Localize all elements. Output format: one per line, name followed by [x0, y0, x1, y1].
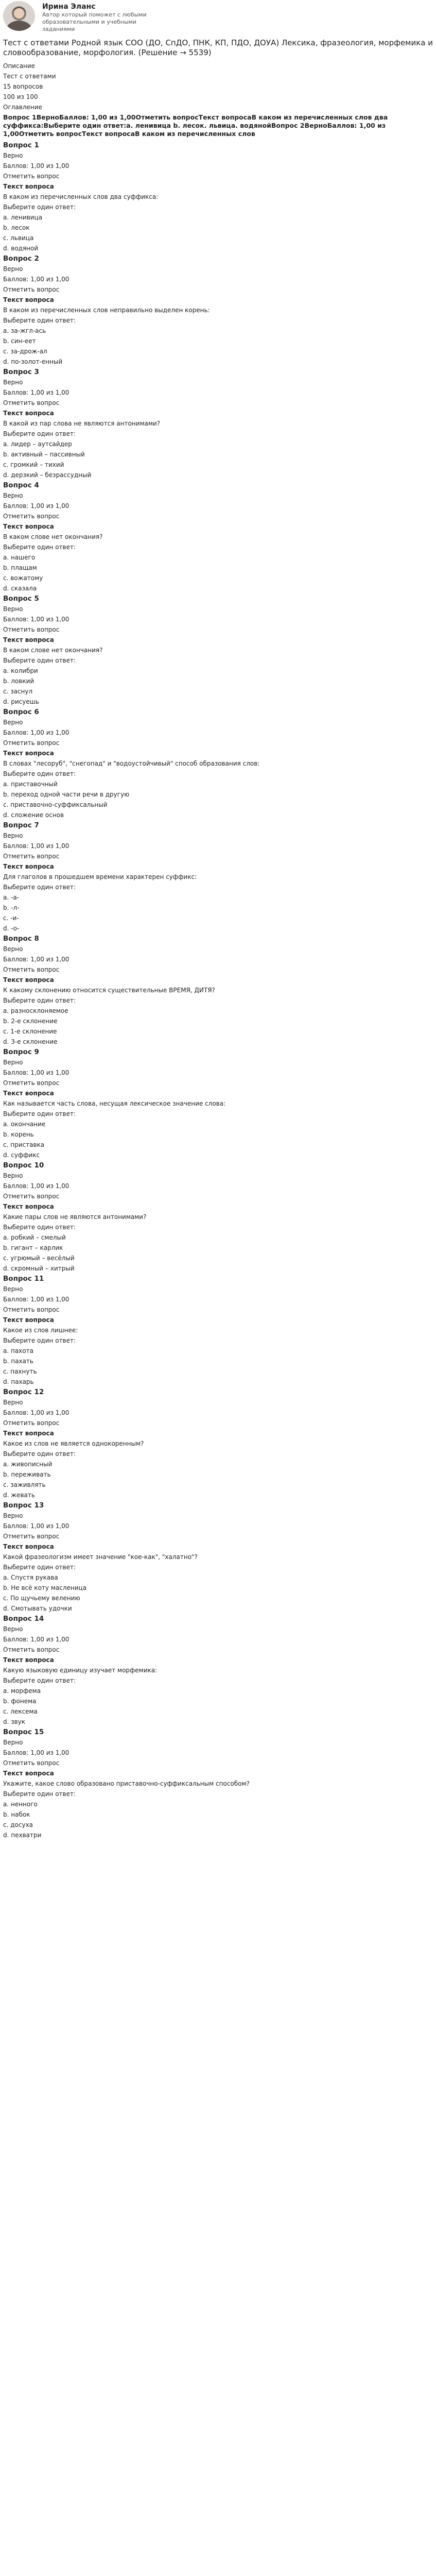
choose-one-label: Выберите один ответ: [3, 1224, 76, 1231]
flag-question-link[interactable]: Отметить вопрос [3, 626, 60, 633]
question-text-label: Текст вопроса [3, 636, 54, 643]
correct-status: Верно [3, 1172, 23, 1179]
question-number: Вопрос 5 [3, 595, 39, 603]
points: Баллов: 1,00 из 1,00 [3, 1749, 69, 1756]
answer-option[interactable]: b. пахать [3, 1358, 33, 1365]
answer-option[interactable]: d. водяной [3, 245, 39, 252]
correct-status: Верно [3, 1059, 23, 1066]
points: Баллов: 1,00 из 1,00 [3, 729, 69, 736]
answer-option[interactable]: d. -о- [3, 925, 20, 932]
question-number: Вопрос 7 [3, 821, 39, 829]
question-text-label: Текст вопроса [3, 1203, 54, 1210]
answer-option[interactable]: d. жевать [3, 1492, 35, 1499]
question-number: Вопрос 14 [3, 1615, 44, 1623]
avatar[interactable] [3, 1, 35, 31]
answer-option[interactable]: d. пахарь [3, 1378, 34, 1385]
answer-option[interactable]: d. сложение основ [3, 811, 64, 819]
flag-question-link[interactable]: Отметить вопрос [3, 286, 60, 293]
choose-one-label: Выберите один ответ: [3, 1790, 76, 1798]
correct-status: Верно [3, 265, 23, 273]
answer-option[interactable]: a. за-жгл-ась [3, 327, 46, 334]
flag-question-link[interactable]: Отметить вопрос [3, 1079, 60, 1087]
correct-status: Верно [3, 1625, 23, 1633]
question-number: Вопрос 11 [3, 1275, 44, 1283]
score: 100 из 100 [3, 93, 38, 100]
answer-option[interactable]: c. вожатому [3, 574, 43, 582]
correct-status: Верно [3, 719, 23, 726]
description-label: Описание [3, 62, 36, 70]
question-text-label: Текст вопроса [3, 1543, 54, 1550]
answer-option[interactable]: d. пехватри [3, 1832, 42, 1839]
question-block [3, 707, 433, 820]
answer-option[interactable]: d. Смотывать удочки [3, 1605, 72, 1612]
question-text-label: Текст вопроса [3, 1656, 54, 1664]
answer-option[interactable]: c. львица [3, 234, 34, 242]
avatar-photo-icon [3, 1, 35, 31]
question-number: Вопрос 10 [3, 1161, 44, 1170]
answer-option[interactable]: b. фонема [3, 1698, 37, 1705]
flag-question-link[interactable]: Отметить вопрос [3, 966, 60, 973]
question-block [3, 1387, 433, 1500]
answer-option[interactable]: c. заснул [3, 688, 33, 695]
author-card [3, 0, 433, 35]
question-block [3, 140, 433, 253]
question-block [3, 480, 433, 594]
answer-option[interactable]: a. окончание [3, 1121, 46, 1128]
points: Баллов: 1,00 из 1,00 [3, 1069, 69, 1076]
answer-option[interactable]: b. переживать [3, 1471, 51, 1478]
answer-option[interactable]: c. угрюмый – весёлый [3, 1255, 75, 1262]
question-block [3, 934, 433, 1047]
question-count: 15 вопросов [3, 83, 43, 90]
question-number: Вопрос 2 [3, 255, 39, 263]
question-text-label: Текст вопроса [3, 863, 54, 870]
correct-status: Верно [3, 945, 23, 953]
answer-option[interactable]: c. пахнуть [3, 1368, 37, 1375]
answer-option[interactable]: c. По щучьему велению [3, 1595, 80, 1602]
question-text: Укажите, какое слово образовано приставочно-суффиксальным способом? [3, 1780, 250, 1787]
answer-option[interactable]: c. приставка [3, 1141, 45, 1148]
answer-option[interactable]: b. 2-е склонение [3, 1018, 58, 1025]
question-number: Вопрос 1 [3, 141, 39, 149]
answer-option[interactable]: b. корень [3, 1131, 34, 1138]
question-block [3, 1727, 433, 1840]
question-text: Как называется часть слова, несущая лексическое значение слова: [3, 1100, 226, 1107]
correct-status: Верно [3, 492, 23, 499]
question-block [3, 1047, 433, 1160]
correct-status: Верно [3, 1739, 23, 1746]
answer-option[interactable]: d. 3-е склонение [3, 1038, 58, 1045]
answer-option[interactable]: d. звук [3, 1718, 26, 1725]
question-text-label: Текст вопроса [3, 1770, 54, 1777]
answer-option[interactable]: c. приставочно-суффиксальный [3, 801, 108, 808]
answer-option[interactable]: c. -и- [3, 914, 19, 922]
question-block [3, 367, 433, 480]
question-text: В каком из перечисленных слов два суффикса: [3, 193, 159, 200]
question-number: Вопрос 12 [3, 1388, 44, 1396]
points: Баллов: 1,00 из 1,00 [3, 502, 69, 510]
author-bio: Автор который поможет с любыми образовательными и учебными заданиями [42, 11, 147, 32]
choose-one-label: Выберите один ответ: [3, 204, 76, 211]
answer-option[interactable]: a. лидер – аутсайдер [3, 440, 72, 448]
question-number: Вопрос 3 [3, 368, 39, 376]
choose-one-label: Выберите один ответ: [3, 770, 76, 777]
answer-option[interactable]: c. заживлять [3, 1481, 46, 1488]
choose-one-label: Выберите один ответ: [3, 544, 76, 551]
question-text: Какие пары слов не являются антонимами? [3, 1213, 147, 1221]
question-text-label: Текст вопроса [3, 1316, 54, 1324]
flag-question-link[interactable]: Отметить вопрос [3, 1533, 60, 1540]
answer-option[interactable]: a. ненного [3, 1801, 38, 1808]
answer-option[interactable]: b. переход одной части речи в другую [3, 791, 130, 798]
answer-option[interactable]: d. дерзкий – безрассудный [3, 471, 92, 479]
points: Баллов: 1,00 из 1,00 [3, 162, 69, 170]
answer-option[interactable]: b. лесок [3, 224, 30, 231]
points: Баллов: 1,00 из 1,00 [3, 1296, 69, 1303]
answer-option[interactable]: c. 1-е склонение [3, 1028, 57, 1035]
question-number: Вопрос 8 [3, 935, 39, 943]
flag-question-link[interactable]: Отметить вопрос [3, 853, 60, 860]
choose-one-label: Выберите один ответ: [3, 430, 76, 437]
question-block [3, 820, 433, 934]
question-number: Вопрос 9 [3, 1048, 39, 1056]
question-block [3, 1274, 433, 1387]
correct-status: Верно [3, 605, 23, 613]
answer-option[interactable]: a. Спустя рукава [3, 1574, 58, 1581]
answer-option[interactable]: d. сказала [3, 585, 37, 592]
answer-option[interactable]: a. пахота [3, 1347, 33, 1354]
answer-option[interactable]: d. скромный – хитрый [3, 1265, 75, 1272]
choose-one-label: Выберите один ответ: [3, 317, 76, 324]
question-text-label: Текст вопроса [3, 410, 54, 417]
choose-one-label: Выберите один ответ: [3, 1450, 76, 1458]
answer-option[interactable]: d. суффикс [3, 1151, 40, 1159]
answer-option[interactable]: a. колибри [3, 667, 38, 674]
question-text: Какое из слов не является однокоренным? [3, 1440, 144, 1447]
question-text-label: Текст вопроса [3, 976, 54, 984]
answer-option[interactable]: b. набок [3, 1811, 30, 1818]
answer-option[interactable]: a. нашего [3, 554, 36, 561]
points: Баллов: 1,00 из 1,00 [3, 389, 69, 396]
flag-question-link[interactable]: Отметить вопрос [3, 739, 60, 747]
question-text: В каком слове нет окончания? [3, 647, 103, 654]
choose-one-label: Выберите один ответ: [3, 1677, 76, 1684]
question-block [3, 594, 433, 707]
question-text: Какую языковую единицу изучает морфемика: [3, 1667, 158, 1674]
correct-status: Верно [3, 832, 23, 839]
question-block [3, 1160, 433, 1274]
choose-one-label: Выберите один ответ: [3, 1110, 76, 1117]
choose-one-label: Выберите один ответ: [3, 1337, 76, 1344]
answer-option[interactable]: d. рисуешь [3, 698, 39, 705]
question-number: Вопрос 6 [3, 708, 39, 716]
flag-question-link[interactable]: Отметить вопрос [3, 513, 60, 520]
question-text-label: Текст вопроса [3, 1090, 54, 1097]
flag-question-link[interactable]: Отметить вопрос [3, 1193, 60, 1200]
correct-status: Верно [3, 1512, 23, 1519]
answer-option[interactable]: b. Не всё коту масленица [3, 1584, 87, 1591]
points: Баллов: 1,00 из 1,00 [3, 1182, 69, 1190]
flag-question-link[interactable]: Отметить вопрос [3, 1646, 60, 1653]
question-text: В какой из пар слова не являются антонимами? [3, 420, 161, 427]
question-block [3, 1614, 433, 1727]
question-block [3, 1500, 433, 1614]
choose-one-label: Выберите один ответ: [3, 997, 76, 1004]
flag-question-link[interactable]: Отметить вопрос [3, 1306, 60, 1313]
answer-option[interactable]: c. лексема [3, 1708, 38, 1715]
points: Баллов: 1,00 из 1,00 [3, 1636, 69, 1643]
flag-question-link[interactable]: Отметить вопрос [3, 399, 60, 406]
author-name[interactable]: Ирина Эланс [42, 3, 96, 11]
answer-option[interactable]: c. досуха [3, 1821, 33, 1828]
description: Тест с ответами [3, 73, 56, 80]
flag-question-link[interactable]: Отметить вопрос [3, 1759, 60, 1767]
correct-status: Верно [3, 379, 23, 386]
answer-option[interactable]: b. син-еет [3, 337, 36, 345]
points: Баллов: 1,00 из 1,00 [3, 1409, 69, 1416]
answer-option[interactable]: b. плащам [3, 564, 37, 571]
choose-one-label: Выберите один ответ: [3, 1564, 76, 1571]
question-text: Какой фразеологизм имеет значение "кое-как", "халатно"? [3, 1553, 198, 1561]
points: Баллов: 1,00 из 1,00 [3, 616, 69, 623]
question-number: Вопрос 15 [3, 1728, 44, 1736]
choose-one-label: Выберите один ответ: [3, 884, 76, 891]
points: Баллов: 1,00 из 1,00 [3, 842, 69, 850]
question-text-label: Текст вопроса [3, 296, 54, 303]
question-text-label: Текст вопроса [3, 1430, 54, 1437]
question-text: В каком слове нет окончания? [3, 533, 103, 540]
correct-status: Верно [3, 152, 23, 159]
answer-option[interactable]: c. громкий – тихий [3, 461, 64, 468]
toc-text: Вопрос 1ВерноБаллов: 1,00 из 1,00Отметить вопросТекст вопросаВ каком из перечисленных слов два суффикса:Выберите один ответ:a. ленивица b. лесок. львица. водянойВопрос 2ВерноБаллов: 1,00 из 1,00Отметить вопросТекст вопросаВ каком из перечисленных слов [3, 113, 388, 138]
answer-option[interactable]: a. ленивица [3, 214, 43, 221]
answer-option[interactable]: b. -л- [3, 904, 20, 911]
answer-option[interactable]: d. по-золот-енный [3, 358, 63, 365]
answer-option[interactable]: a. морфема [3, 1687, 41, 1694]
answer-option[interactable]: a. -а- [3, 894, 19, 901]
question-text: В каком из перечисленных слов неправильно выделен корень: [3, 307, 210, 314]
question-text-label: Текст вопроса [3, 750, 54, 757]
question-list [3, 140, 433, 1840]
answer-option[interactable]: a. приставочный [3, 781, 58, 788]
answer-option[interactable]: a. разносклоняемое [3, 1007, 68, 1014]
question-number: Вопрос 13 [3, 1501, 44, 1510]
question-number: Вопрос 4 [3, 481, 39, 489]
choose-one-label: Выберите один ответ: [3, 657, 76, 664]
answer-option[interactable]: b. гигант – карлик [3, 1244, 63, 1251]
question-text: Какое из слов лишнее: [3, 1327, 78, 1334]
question-text-label: Текст вопроса [3, 183, 54, 190]
answer-option[interactable]: b. ловкий [3, 677, 34, 685]
points: Баллов: 1,00 из 1,00 [3, 276, 69, 283]
toc-label: Оглавление [3, 104, 42, 111]
test-title: Тест с ответами Родной язык СОО (ДО, СпДО, ПНК, КП, ПДО, ДОУА) Лексика, фразеология, морфемика и словообразование, морфология. (Решение → 5539) [3, 38, 433, 57]
points: Баллов: 1,00 из 1,00 [3, 1522, 69, 1530]
flag-question-link[interactable]: Отметить вопрос [3, 173, 60, 180]
question-text: Для глаголов в прошедшем времени характерен суффикс: [3, 873, 197, 880]
question-text: В словах "лесоруб", "снегопад" и "водоустойчивый" способ образования слов: [3, 760, 260, 767]
answer-option[interactable]: c. за-дрож-ал [3, 348, 47, 355]
answer-option[interactable]: b. активный – пассивный [3, 451, 85, 458]
question-text-label: Текст вопроса [3, 523, 54, 530]
answer-option[interactable]: a. робкий – смелый [3, 1234, 66, 1241]
points: Баллов: 1,00 из 1,00 [3, 956, 69, 963]
question-text: К какому склонению относится существительные ВРЕМЯ, ДИТЯ? [3, 987, 215, 994]
question-block [3, 253, 433, 367]
correct-status: Верно [3, 1399, 23, 1406]
answer-option[interactable]: a. живописный [3, 1461, 53, 1468]
flag-question-link[interactable]: Отметить вопрос [3, 1419, 60, 1427]
correct-status: Верно [3, 1285, 23, 1293]
